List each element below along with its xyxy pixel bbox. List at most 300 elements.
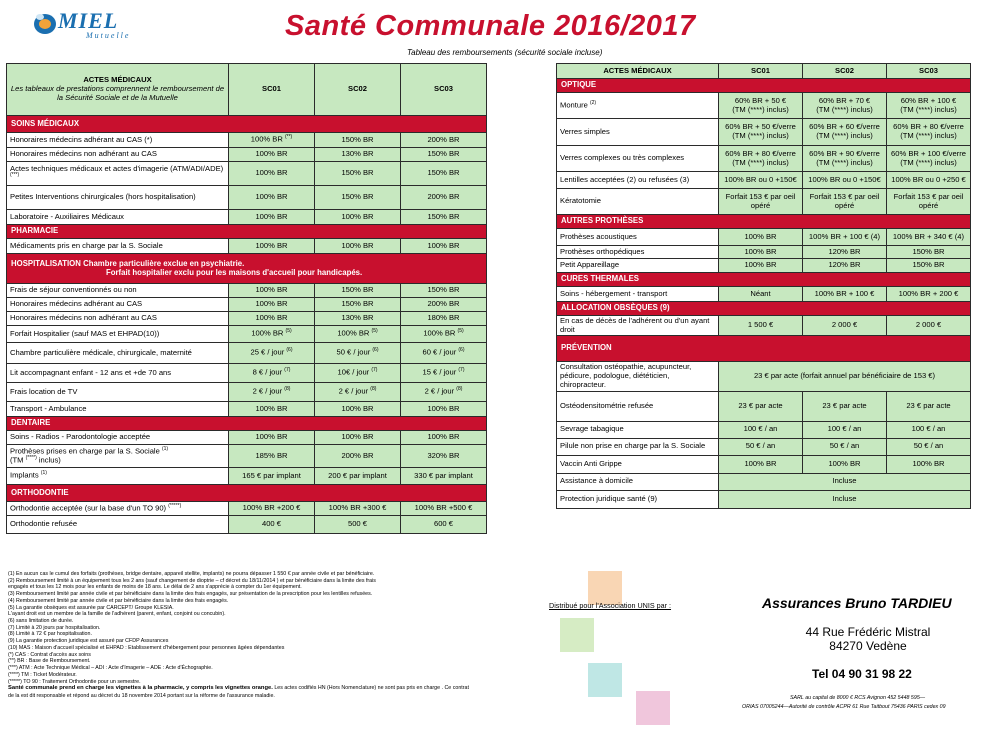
- value-text: 100 € / an: [743, 424, 778, 434]
- value-text: 100% BR: [744, 260, 777, 270]
- value-text: 320% BR: [427, 450, 460, 460]
- row-value-sc02: [803, 172, 887, 189]
- row-label-text: Frais de séjour conventionnés ou non: [10, 285, 137, 295]
- row-value-sc02: [315, 284, 401, 298]
- value-text: 330 € par implant: [414, 470, 473, 480]
- value-text: 150% BR: [427, 149, 460, 159]
- value-text: 100% BR +300 €: [328, 503, 387, 513]
- table-row: [7, 162, 487, 186]
- value-text: 100% BR: [744, 246, 777, 256]
- table-row: [7, 326, 487, 343]
- row-value-sc01: [229, 516, 315, 534]
- row-value-merged: Incluse: [719, 490, 971, 508]
- value-text: 2 € / jour: [252, 386, 283, 396]
- agency-address: [800, 625, 936, 653]
- row-value-sc01: [229, 148, 315, 162]
- value-text: 100% BR: [341, 432, 374, 442]
- table-row: [7, 516, 487, 534]
- superscript-note: (6): [458, 347, 465, 354]
- row-value-sc03: [887, 421, 971, 438]
- footnote-line: (8) Limité à 72 € par hospitalisation.: [8, 631, 92, 638]
- row-value-sc03: [401, 133, 487, 148]
- superscript-note: (***): [10, 172, 20, 179]
- row-value-sc01: [229, 468, 315, 485]
- row-value-sc03: [401, 383, 487, 402]
- section-header-row: [7, 116, 487, 133]
- row-value-sc02: [315, 186, 401, 210]
- value-text: 60% BR + 90 €/verre: [809, 148, 880, 158]
- header-sc02: SC02: [803, 64, 887, 79]
- row-label: [557, 391, 719, 421]
- value-text: 150% BR: [912, 260, 945, 270]
- value-text: 100% BR: [341, 403, 374, 413]
- table-row: [557, 93, 971, 119]
- tm-note: (TM (****) inclus): [732, 104, 789, 114]
- table-row: [557, 455, 971, 473]
- row-label: [557, 146, 719, 172]
- row-label-text: Petites Interventions chirurgicales (hors hospitalisation): [10, 192, 196, 202]
- page-subtitle: Tableau des remboursements (sécurité sociale incluse): [407, 48, 603, 57]
- section-note-2: Forfait hospitalier exclu pour les maisons d'accueil pour handicapés.: [106, 267, 363, 277]
- row-label-text: En cas de décès de l'adhérent ou d'un ayant droit: [560, 316, 710, 334]
- header-actes-label: ACTES MÉDICAUX: [83, 75, 152, 85]
- row-label: [7, 186, 229, 210]
- row-value-sc02: [803, 259, 887, 273]
- row-value-sc01: [719, 172, 803, 189]
- section-title: [7, 225, 487, 239]
- value-text: 100% BR: [251, 328, 284, 338]
- row-label-text: Verres complexes ou très complexes: [560, 153, 685, 163]
- bee-logo-icon: [32, 11, 58, 35]
- table-row: [7, 502, 487, 516]
- row-value-sc02: [315, 312, 401, 326]
- row-value-sc01: [229, 343, 315, 364]
- value-text: 60% BR + 50 €: [734, 95, 787, 105]
- value-text: 150% BR: [912, 246, 945, 256]
- section-name: ALLOCATION OBSÈQUES (9): [561, 303, 670, 313]
- footnote-line: (****) TM : Ticket Modérateur.: [8, 671, 77, 678]
- value-text: 150% BR: [341, 134, 374, 144]
- value-text: 100% BR: [341, 211, 374, 221]
- table-header-row: [7, 64, 487, 116]
- row-value-sc02: [803, 93, 887, 119]
- row-value-sc01: [719, 246, 803, 259]
- right-reimbursement-table: [556, 63, 971, 509]
- value-text: 100% BR ou 0 +150€: [724, 174, 797, 184]
- row-label: [557, 490, 719, 508]
- row-value-sc03: [887, 455, 971, 473]
- value-text: 100% BR: [255, 299, 288, 309]
- value-text: 2 € / jour: [424, 386, 455, 396]
- row-label-text: Médicaments pris en charge par la S. Sociale: [10, 240, 163, 250]
- section-name: ORTHODONTIE: [11, 487, 69, 497]
- deco-square-peach: [588, 571, 622, 605]
- value-text: 50 € / an: [913, 441, 944, 451]
- section-name: HOSPITALISATION: [11, 258, 81, 268]
- value-text: 100% BR: [255, 211, 288, 221]
- value-text: 100% BR: [255, 403, 288, 413]
- section-header-row: [557, 302, 971, 316]
- row-label-text-2: (TM: [10, 455, 24, 465]
- row-value-merged: 23 € par acte (forfait annuel par bénéficiaire de 153 €): [719, 362, 971, 391]
- footnote-line: (*) CAS : Contrat d'accès aux soins: [8, 651, 91, 658]
- value-text: 1 500 €: [747, 320, 774, 330]
- table-row: [7, 186, 487, 210]
- row-label: [7, 364, 229, 383]
- tm-note: (TM (****) inclus): [900, 131, 957, 140]
- header-sc03: SC03: [401, 64, 487, 116]
- value-text: 2 000 €: [915, 320, 942, 330]
- row-label: [7, 468, 229, 485]
- value-text: Forfait 153 € par oeil opéré: [725, 191, 796, 210]
- value-text: 100% BR: [255, 432, 288, 442]
- row-value-sc03: [887, 438, 971, 455]
- legal-line-2: ORIAS 07005244—Autorité de contrôle ACPR 61 Rue Taitbout 75436 PARIS cedex 09: [742, 704, 946, 710]
- row-value-sc01: [719, 316, 803, 336]
- superscript-note: (7): [284, 367, 291, 374]
- deco-square-teal: [588, 663, 622, 697]
- row-value-sc03: [401, 326, 487, 343]
- value-text: 50 € / an: [829, 441, 860, 451]
- table-row: [557, 391, 971, 421]
- section-header-row: [7, 225, 487, 239]
- footnote-line: (6) sans limitation de durée.: [8, 618, 74, 625]
- footnote-line: (**) BR : Base de Remboursement.: [8, 658, 91, 665]
- row-value-sc03: [887, 316, 971, 336]
- row-value-sc03: [887, 229, 971, 246]
- row-value-sc01: [719, 421, 803, 438]
- row-value-sc01: [229, 431, 315, 445]
- section-header-row: [557, 336, 971, 362]
- row-value-sc01: [229, 239, 315, 254]
- superscript-note: (5): [457, 328, 464, 335]
- row-value-sc01: [229, 210, 315, 225]
- row-label-text: Pilule non prise en charge par la S. Sociale: [560, 441, 706, 451]
- deco-square-green: [560, 618, 594, 652]
- row-label-text: Petit Appareillage: [560, 260, 620, 270]
- row-label-text-3: inclus): [38, 455, 61, 465]
- table-row: [557, 473, 971, 490]
- section-name: PRÉVENTION: [561, 343, 612, 353]
- value-text: 150% BR: [427, 168, 460, 178]
- row-label-text: Transport - Ambulance: [10, 403, 87, 413]
- section-name: DENTAIRE: [11, 418, 51, 428]
- table-row: [7, 210, 487, 225]
- row-label: [7, 502, 229, 516]
- row-value-sc01: [229, 402, 315, 417]
- footnotes: [8, 571, 476, 699]
- row-value-sc01: [719, 146, 803, 172]
- value-text: 60% BR + 100 €: [900, 95, 957, 105]
- header-sc01: SC01: [229, 64, 315, 116]
- row-value-sc02: [315, 383, 401, 402]
- page-title: Santé Communale 2016/2017: [285, 10, 696, 42]
- row-value-sc03: [401, 343, 487, 364]
- section-name: PHARMACIE: [11, 226, 59, 236]
- row-value-sc01: [229, 326, 315, 343]
- section-title: [557, 79, 971, 93]
- row-value-sc03: [401, 186, 487, 210]
- value-text: 100% BR +200 €: [242, 503, 301, 513]
- row-label-text: Monture: [560, 100, 588, 110]
- row-value-sc01: [719, 229, 803, 246]
- row-label-text: Assistance à domicile: [560, 476, 634, 486]
- value-text: 150% BR: [341, 192, 374, 202]
- row-label: [7, 383, 229, 402]
- left-reimbursement-table: [6, 63, 487, 534]
- section-title: [557, 302, 971, 316]
- row-value-sc03: [401, 312, 487, 326]
- row-value-sc01: [229, 364, 315, 383]
- footnote-line: (7) Limité à 20 jours par hospitalisation.: [8, 624, 101, 631]
- value-text: 60% BR + 80 €/verre: [893, 122, 964, 132]
- table-row: [557, 189, 971, 215]
- legal-line-1: SARL au capital de 8000 € RCS Avignon 452 5448 595—: [790, 695, 926, 701]
- section-header-row: [557, 215, 971, 229]
- row-label-text: Protection juridique santé (9): [560, 493, 658, 503]
- value-text: 150% BR: [341, 299, 374, 309]
- row-label-text: Sevrage tabagique: [560, 424, 624, 434]
- miel-logo: [32, 9, 142, 39]
- row-value-sc03: [401, 468, 487, 485]
- value-text: 10€ / jour: [337, 367, 370, 377]
- table-row: [7, 284, 487, 298]
- tm-note: (TM (****) inclus): [900, 157, 957, 167]
- deco-square-pink: [636, 691, 670, 725]
- table-row: [557, 362, 971, 391]
- row-label-text: Forfait Hospitalier (sauf MAS et EHPAD(10)): [10, 328, 160, 338]
- value-text: 120% BR: [828, 260, 861, 270]
- footnote-line: (9) La garantie protection juridique est assuré par CFDP Assurances: [8, 638, 169, 645]
- value-text: 400 €: [261, 519, 281, 529]
- row-value-sc02: [315, 326, 401, 343]
- row-value-sc02: [315, 431, 401, 445]
- value-text: 8 € / jour: [252, 367, 283, 377]
- row-value-sc03: [401, 364, 487, 383]
- table-row: [557, 287, 971, 302]
- row-value-sc03: [887, 391, 971, 421]
- header-sc03: SC03: [887, 64, 971, 79]
- row-value-sc02: [803, 287, 887, 302]
- value-text: 200 € par implant: [328, 470, 387, 480]
- value-text: 100% BR: [427, 403, 460, 413]
- footnote-line: (10) MAS : Maison d'accueil spécialisé et EHPAD : Etablissement d'hébergement pour personnes âgées dépendantes: [8, 644, 285, 651]
- row-label: [7, 343, 229, 364]
- row-value-sc03: [887, 146, 971, 172]
- value-text: 100% BR: [255, 168, 288, 178]
- value-text: Néant: [750, 288, 771, 298]
- table-row: [557, 421, 971, 438]
- value-text: 185% BR: [255, 450, 288, 460]
- row-value-sc02: [803, 438, 887, 455]
- section-header-row: [7, 485, 487, 502]
- value-text: 200% BR: [427, 299, 460, 309]
- table-row: [7, 468, 487, 485]
- row-value-sc03: [401, 516, 487, 534]
- header-sc02: SC02: [315, 64, 401, 116]
- value-text: 2 € / jour: [338, 386, 369, 396]
- table-row: [557, 490, 971, 508]
- value-text: 23 € par acte: [906, 400, 951, 410]
- superscript-note: (6): [286, 347, 293, 354]
- superscript-note: (1): [40, 470, 47, 477]
- row-label-text: Ostéodensitométrie refusée: [560, 400, 654, 410]
- row-value-sc03: [887, 259, 971, 273]
- value-text: 23 € par acte: [822, 400, 867, 410]
- table-row: [7, 402, 487, 417]
- value-text: 180% BR: [427, 313, 460, 323]
- footnote-line: (4) Remboursement limité par année civile et par bénéficiaire dans la limite des frais engagés.: [8, 597, 229, 604]
- value-text: 100% BR: [427, 240, 460, 250]
- row-label: [557, 119, 719, 146]
- row-label: [557, 172, 719, 189]
- row-label: [7, 326, 229, 343]
- section-header-row: [557, 79, 971, 93]
- section-title: [7, 254, 487, 284]
- table-row: [7, 383, 487, 402]
- tm-note: (TM (****) inclus): [900, 104, 957, 114]
- row-value-sc03: [401, 502, 487, 516]
- value-text: 2 000 €: [831, 320, 858, 330]
- value-text: 100 € / an: [911, 424, 946, 434]
- address-street: 44 Rue Frédéric Mistral: [805, 625, 931, 639]
- superscript-note: (7): [458, 367, 465, 374]
- section-title: [7, 417, 487, 431]
- row-label: [557, 316, 719, 336]
- row-label: [557, 259, 719, 273]
- row-label-text: Prothèses prises en charge par la S. Sociale: [10, 446, 160, 456]
- row-label-text: Frais location de TV: [10, 386, 78, 396]
- row-label-text: Honoraires médecins adhérant au CAS: [10, 299, 143, 309]
- section-name: CURES THERMALES: [561, 274, 639, 284]
- footnote-line: (3) Remboursement limité par année civile et par bénéficiaire dans la limite des frais engagés, sur présentation de la prescription pour les lentilles refusées.: [8, 591, 373, 598]
- row-value-sc03: [401, 210, 487, 225]
- table-row: [7, 133, 487, 148]
- value-text: 100% BR: [250, 134, 283, 144]
- table-row: [557, 246, 971, 259]
- row-value-sc02: [803, 391, 887, 421]
- footnote-line: (5) La garantie obsèques est assurée par CARCEPT/ Groupe KLESIA.: [8, 604, 174, 611]
- section-header-row: [557, 273, 971, 287]
- row-label-text: Laboratoire - Auxiliaires Médicaux: [10, 211, 124, 221]
- row-value-sc03: [401, 239, 487, 254]
- value-text: 100% BR: [255, 285, 288, 295]
- value-text: 100% BR: [341, 240, 374, 250]
- row-value-sc01: [229, 284, 315, 298]
- row-label: [7, 162, 229, 186]
- table-row: [557, 229, 971, 246]
- footnote-line: L'ayant droit est un membre de la famille de l'adhérent (parent, enfant, conjoint ou concubin).: [8, 611, 226, 618]
- superscript-note: (7): [371, 367, 378, 374]
- section-header-row: [7, 254, 487, 284]
- table-row: [7, 239, 487, 254]
- row-value-sc02: [315, 402, 401, 417]
- superscript-note: (6): [372, 347, 379, 354]
- row-label: [557, 229, 719, 246]
- row-value-sc01: [229, 445, 315, 468]
- value-text: 100% BR: [255, 240, 288, 250]
- value-text: 50 € / jour: [336, 347, 371, 357]
- row-value-sc02: [315, 239, 401, 254]
- table-row: [557, 316, 971, 336]
- row-label: [7, 445, 229, 468]
- row-value-sc02: [803, 189, 887, 215]
- superscript-note: (2): [589, 99, 597, 106]
- row-value-sc02: [315, 468, 401, 485]
- logo-sub: Mutuelle: [86, 31, 131, 40]
- row-label-text: Orthodontie refusée: [10, 519, 78, 529]
- row-value-sc03: [887, 246, 971, 259]
- header-actes-cell: [7, 64, 229, 116]
- row-value-sc02: [315, 162, 401, 186]
- table-row: [557, 438, 971, 455]
- tm-note: (TM (****) inclus): [816, 104, 873, 114]
- agency-name: Assurances Bruno TARDIEU: [762, 595, 952, 611]
- address-city: 84270 Vedène: [829, 639, 907, 653]
- superscript-note: (**): [284, 134, 293, 141]
- section-name: OPTIQUE: [561, 80, 597, 90]
- row-value-sc03: [401, 284, 487, 298]
- table-row: [557, 172, 971, 189]
- value-text: 15 € / jour: [422, 367, 457, 377]
- superscript-note: (5): [285, 328, 292, 335]
- row-value-sc01: [229, 383, 315, 402]
- value-text: 150% BR: [427, 211, 460, 221]
- row-value-sc03: [401, 445, 487, 468]
- section-title: [7, 485, 487, 502]
- row-label-text: Honoraires médecins adhérant au CAS (*): [10, 134, 153, 144]
- row-value-sc03: [887, 119, 971, 146]
- value-text: 60 € / jour: [422, 347, 457, 357]
- value-text: 100 € / an: [827, 424, 862, 434]
- value-text: 150% BR: [341, 168, 374, 178]
- superscript-note: (1): [161, 445, 169, 452]
- section-title: [557, 273, 971, 287]
- row-label: [7, 298, 229, 312]
- value-text: 150% BR: [427, 285, 460, 295]
- row-label: [7, 133, 229, 148]
- row-label: [7, 210, 229, 225]
- row-label: [557, 421, 719, 438]
- section-title: [557, 336, 971, 362]
- value-text: 100% BR: [255, 192, 288, 202]
- superscript-note: (8): [284, 386, 291, 393]
- row-label-text: Actes techniques médicaux et actes d'imagerie (ATM/ADI/ADE): [10, 163, 224, 173]
- row-value-sc01: [719, 287, 803, 302]
- row-value-sc01: [229, 162, 315, 186]
- table-row: [7, 445, 487, 468]
- row-value-sc02: [315, 210, 401, 225]
- row-value-sc02: [803, 421, 887, 438]
- value-text: 100% BR ou 0 +150€: [808, 174, 881, 184]
- row-value-sc01: [719, 259, 803, 273]
- value-text: 60% BR + 70 €: [818, 95, 871, 105]
- row-label-text: Orthodontie acceptée (sur la base d'un TO 90): [10, 503, 167, 513]
- value-text: 100% BR: [912, 458, 945, 468]
- footnote-line: (*****) TO 90 : Traitement Orthodontie pour un semestre.: [8, 678, 141, 685]
- row-label-text: Lit accompagnant enfant - 12 ans et +de 70 ans: [10, 367, 172, 377]
- section-name: AUTRES PROTHÈSES: [561, 216, 644, 226]
- row-label-text: Honoraires médecins non adhérant au CAS: [10, 313, 157, 323]
- value-text: 100% BR + 340 € (4): [892, 231, 965, 241]
- row-label-text: Implants: [10, 470, 39, 480]
- row-value-sc03: [401, 162, 487, 186]
- table-row: [7, 312, 487, 326]
- row-label: [557, 287, 719, 302]
- value-text: 50 € / an: [745, 441, 776, 451]
- row-label: [557, 246, 719, 259]
- value-text: 60% BR + 60 €/verre: [809, 122, 880, 132]
